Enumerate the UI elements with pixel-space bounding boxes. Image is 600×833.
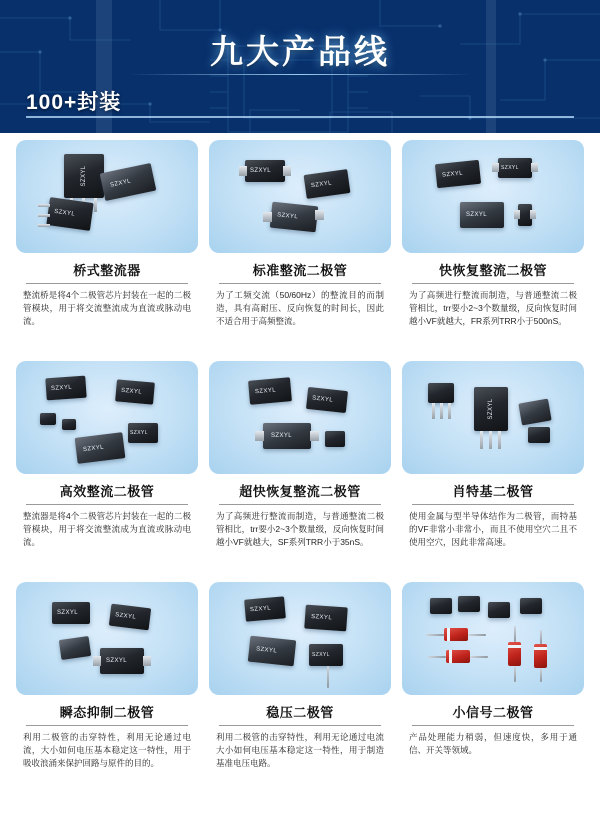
- component-small-package: [458, 596, 480, 612]
- component-small-package: [488, 602, 510, 618]
- component-pin: [93, 656, 101, 666]
- component-smd-package: SZXYL: [52, 602, 90, 624]
- component-lead: [540, 668, 542, 682]
- component-smd-package: SZXYL: [304, 169, 351, 199]
- header-banner: [0, 0, 600, 133]
- component-smd-package: SZXYL: [306, 387, 348, 413]
- component-pin: [498, 431, 501, 449]
- product-description: 整流桥是将4个二极管芯片封装在一起的二极管模块，用于将交流整流成为直流或脉动电流。: [23, 290, 191, 326]
- component-smd-package: SZXYL: [304, 605, 348, 632]
- component-smd-package: SZXYL: [109, 604, 151, 631]
- component-smd-package: SZXYL: [460, 202, 504, 228]
- component-pin: [94, 198, 97, 212]
- product-card[interactable]: [209, 140, 391, 353]
- product-description: 为了工频交流（50/60Hz）的整流目的而制造，具有高耐压、反向恢复的时间长，因此不适合用于高频整流。: [216, 290, 384, 326]
- component-pin: [315, 210, 324, 220]
- component-small-package: [325, 431, 345, 447]
- component-smd-package: SZXYL: [248, 377, 292, 405]
- component-pin: [440, 403, 443, 419]
- product-title: 肖特基二极管: [452, 484, 534, 499]
- title-underline: [26, 504, 188, 505]
- component-pin: [263, 212, 272, 222]
- component-small-package: [62, 419, 76, 430]
- banner-subtitle: 100+封装: [26, 91, 122, 114]
- component-smd-package: SZXYL: [245, 160, 285, 182]
- component-smd-package: SZXYL: [248, 636, 296, 667]
- component-cathode-stripe: [447, 628, 450, 641]
- component-axial-body: [534, 644, 547, 668]
- component-smd-package: SZXYL: [270, 202, 318, 233]
- product-title: 小信号二极管: [452, 705, 534, 720]
- product-description: 利用二极管的击穿特性，利用无论通过电流大小如何电压基本稳定这一特性，用于制造基准电压电路。: [216, 732, 384, 768]
- component-small-package: [428, 383, 454, 403]
- component-pin: [38, 214, 50, 217]
- component-bridge-case: SZXYL: [46, 197, 93, 231]
- component-pin: [480, 431, 483, 449]
- product-card[interactable]: [209, 582, 391, 795]
- component-axial-body: [508, 642, 521, 666]
- product-description: 产品处理能力稍弱，但速度快，多用于通信、开关等领域。: [409, 732, 577, 755]
- component-pin: [38, 204, 50, 207]
- title-underline: [412, 725, 574, 726]
- component-bridge-case: SZXYL: [100, 163, 157, 201]
- component-lead: [540, 630, 542, 644]
- product-card[interactable]: [16, 140, 198, 353]
- product-description: 使用金属与型半导体结作为二极管，而特基的VF非常小非常小，而且不使用空穴二且不使用空穴，因此非常高速。: [409, 511, 577, 547]
- product-photo-tvs: [16, 582, 198, 695]
- component-smd-package: [518, 399, 551, 426]
- product-title: 标准整流二极管: [252, 263, 348, 278]
- component-small-package: [40, 413, 56, 425]
- title-underline: [26, 283, 188, 284]
- component-smd-package: SZXYL: [115, 379, 155, 404]
- title-underline: [26, 725, 188, 726]
- banner-title: 九大产品线: [210, 33, 390, 70]
- product-card[interactable]: [402, 361, 584, 574]
- component-smd-package: SZXYL: [309, 644, 343, 666]
- component-axial-body: [446, 650, 470, 663]
- component-pin: [310, 431, 319, 441]
- component-pin: [514, 210, 520, 219]
- component-lead: [470, 656, 488, 658]
- component-small-package: [520, 598, 542, 614]
- component-pin: [283, 166, 291, 176]
- product-title: 瞬态抑制二极管: [59, 705, 155, 720]
- component-lead: [468, 634, 486, 636]
- component-cathode-stripe: [508, 645, 521, 648]
- product-description: 利用二极管的击穿特性，利用无论通过电流，大小如何电压基本稳定这一特性，用于吸收浪涌来保护回路与原件的目的。: [23, 732, 191, 768]
- product-photo-high-efficiency: [16, 361, 198, 474]
- component-lead: [514, 666, 516, 682]
- product-photo-ultrafast-recovery: [209, 361, 391, 474]
- component-pin: [448, 403, 451, 419]
- product-photo-fast-recovery: [402, 140, 584, 253]
- product-card[interactable]: [402, 140, 584, 353]
- component-smd-package: SZXYL: [244, 596, 286, 621]
- component-smd-package: [59, 636, 91, 660]
- product-photo-schottky: [402, 361, 584, 474]
- title-divider: [128, 74, 472, 75]
- component-pin: [432, 403, 435, 419]
- component-pin: [530, 210, 536, 219]
- title-underline: [412, 283, 574, 284]
- component-cathode-stripe: [449, 650, 452, 663]
- component-lead: [426, 634, 444, 636]
- component-pin: [492, 163, 499, 172]
- component-smd-package: SZXYL: [498, 158, 532, 178]
- component-smd-package: SZXYL: [263, 423, 311, 449]
- product-card[interactable]: [402, 582, 584, 795]
- banner-bottom-divider: [26, 116, 574, 118]
- title-underline: [412, 504, 574, 505]
- component-smd-package: SZXYL: [128, 423, 158, 443]
- product-title: 稳压二极管: [266, 705, 334, 720]
- product-photo-bridge-rectifier: [16, 140, 198, 253]
- component-pin: [255, 431, 264, 441]
- component-lead: [514, 626, 516, 642]
- title-underline: [219, 725, 381, 726]
- component-smd-package: SZXYL: [435, 160, 481, 188]
- product-title: 快恢复整流二极管: [438, 263, 547, 278]
- product-title: 高效整流二极管: [59, 484, 155, 499]
- component-pin: [38, 224, 50, 227]
- title-underline: [219, 504, 381, 505]
- component-cathode-stripe: [534, 647, 547, 650]
- component-pin: [531, 163, 538, 172]
- product-grid: [16, 140, 584, 795]
- component-small-package: [430, 598, 452, 614]
- product-photo-zener: [209, 582, 391, 695]
- product-description: 为了高频进行整流而制造，与普通整流二极管相比，trr要小2~3个数量级，反向恢复时间越小VF就越大，FR系列TRR小于500nS。: [409, 290, 577, 326]
- product-description: 整流器是将4个二极管芯片封装在一起的二极管模块，用于将交流整流成为直流或脉动电流。: [23, 511, 191, 547]
- product-description: 为了高频进行整流而制造，与普通整流二极管相比，trr要小2~3个数量级，反向恢复时间越小VF就越大，SF系列TRR小于35nS。: [216, 511, 384, 547]
- component-lead: [327, 666, 329, 688]
- product-photo-small-signal: [402, 582, 584, 695]
- product-card[interactable]: [16, 582, 198, 795]
- component-small-package: [528, 427, 550, 443]
- component-bridge-case: SZXYL: [64, 154, 104, 198]
- component-to220-package: SZXYL: [474, 387, 508, 431]
- product-title: 桥式整流器: [73, 263, 141, 278]
- component-pin: [143, 656, 151, 666]
- component-smd-package: SZXYL: [100, 648, 144, 674]
- component-axial-body: [444, 628, 468, 641]
- product-photo-standard-rectifier: [209, 140, 391, 253]
- product-title: 超快恢复整流二极管: [239, 484, 361, 499]
- product-card[interactable]: [209, 361, 391, 574]
- component-smd-package: SZXYL: [75, 432, 126, 464]
- component-lead: [428, 656, 446, 658]
- component-pin: [239, 166, 247, 176]
- title-underline: [219, 283, 381, 284]
- component-pin: [489, 431, 492, 449]
- component-smd-package: SZXYL: [45, 376, 86, 401]
- product-card[interactable]: [16, 361, 198, 574]
